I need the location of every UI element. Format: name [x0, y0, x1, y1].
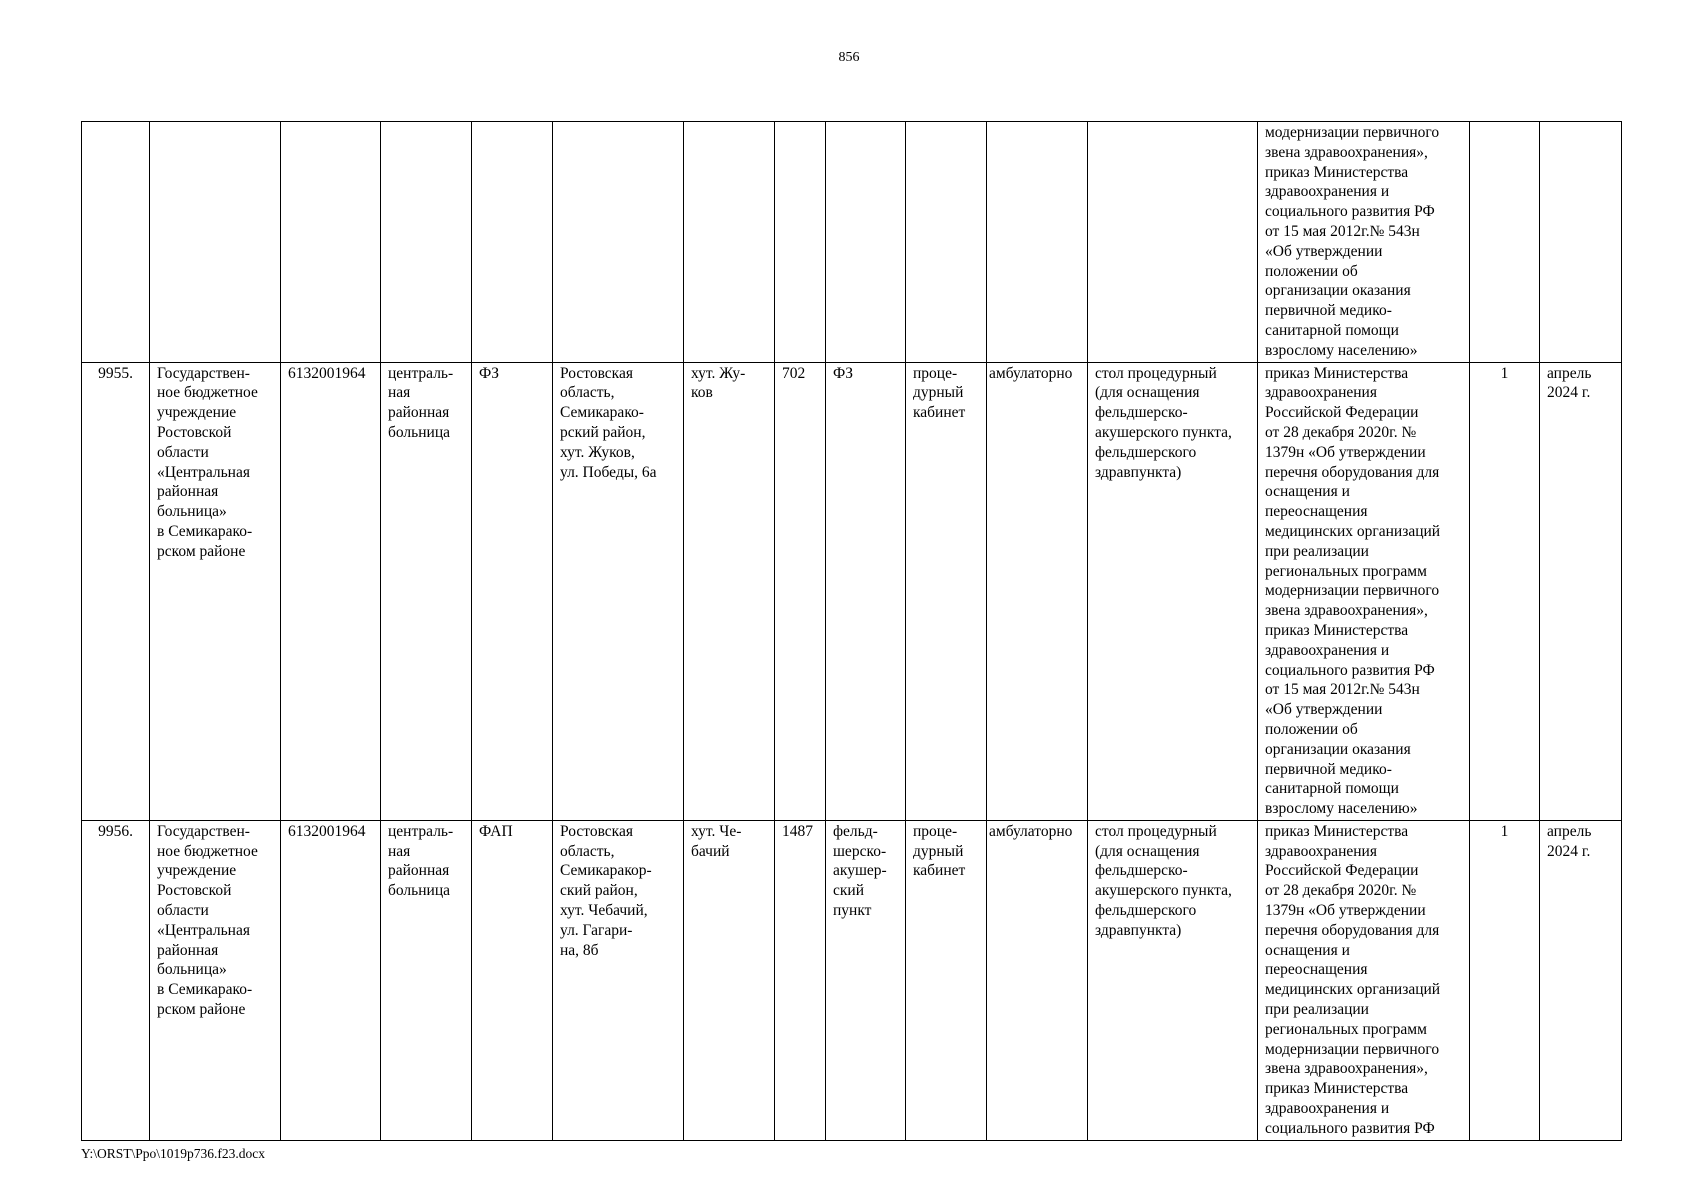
- row-number-cell: [82, 122, 150, 363]
- date-cell: апрель 2024 г.: [1540, 362, 1622, 820]
- address-cell: [553, 122, 684, 363]
- row-number-cell: 9956.: [82, 820, 150, 1140]
- organization-type-cell: централь- ная районная больница: [381, 820, 472, 1140]
- equipment-cell: [1088, 122, 1258, 363]
- quantity-cell: 1: [1470, 362, 1540, 820]
- organization-cell: Государствен- ное бюджетное учреждение Ростовской области «Центральная районная больница» в Семикарако- рском районе: [150, 362, 281, 820]
- law-cell: ФЗ: [472, 362, 553, 820]
- organization-type-cell: централь- ная районная больница: [381, 362, 472, 820]
- table-row: [82, 820, 1622, 1140]
- quantity-cell: 1: [1470, 820, 1540, 1140]
- unit-type-cell: ФЗ: [826, 362, 906, 820]
- condition-cell: амбулаторно: [987, 362, 1088, 820]
- inn-cell: 6132001964: [281, 362, 381, 820]
- organization-type-cell: [381, 122, 472, 363]
- settlement-cell: хут. Че- бачий: [684, 820, 775, 1140]
- unit-type-cell: [826, 122, 906, 363]
- room-cell: [906, 122, 987, 363]
- row-number-cell: 9955.: [82, 362, 150, 820]
- date-cell: [1540, 122, 1622, 363]
- organization-cell: Государствен- ное бюджетное учреждение Ростовской области «Центральная районная больница» в Семикарако- рском районе: [150, 820, 281, 1140]
- inn-cell: 6132001964: [281, 820, 381, 1140]
- address-cell: Ростовская область, Семикарако- рский район, хут. Жуков, ул. Победы, 6а: [553, 362, 684, 820]
- settlement-cell: [684, 122, 775, 363]
- date-cell: апрель 2024 г.: [1540, 820, 1622, 1140]
- room-cell: проце- дурный кабинет: [906, 820, 987, 1140]
- table-row: [82, 122, 1622, 363]
- population-cell: 1487: [775, 820, 826, 1140]
- document-file-path: Y:\ORST\Ppo\1019p736.f23.docx: [81, 1146, 266, 1161]
- inn-cell: [281, 122, 381, 363]
- condition-cell: [987, 122, 1088, 363]
- quantity-cell: [1470, 122, 1540, 363]
- equipment-cell: стол процедурный (для оснащения фельдшерско- акушерского пункта, фельдшерского здравпункта): [1088, 820, 1258, 1140]
- room-cell: проце- дурный кабинет: [906, 362, 987, 820]
- table-row: [82, 362, 1622, 820]
- population-cell: 702: [775, 362, 826, 820]
- basis-cell: приказ Министерства здравоохранения Российской Федерации от 28 декабря 2020г. № 1379н «Об утверждении перечня оборудования для оснащения и переоснащения медицинских организаций при реализации региональных программ модернизации первичного звена здравоохранения», приказ Министерства здравоохранения и социального развития РФ от 15 мая 2012г.№ 543н «Об утверждении положении об организации оказания первичной медико- санитарной помощи взрослому населению»: [1258, 362, 1470, 820]
- organization-cell: [150, 122, 281, 363]
- law-cell: [472, 122, 553, 363]
- condition-cell: амбулаторно: [987, 820, 1088, 1140]
- basis-cell: приказ Министерства здравоохранения Российской Федерации от 28 декабря 2020г. № 1379н «Об утверждении перечня оборудования для оснащения и переоснащения медицинских организаций при реализации региональных программ модернизации первичного звена здравоохранения», приказ Министерства здравоохранения и социального развития РФ: [1258, 820, 1470, 1140]
- page-number: 856: [838, 50, 860, 65]
- population-cell: [775, 122, 826, 363]
- equipment-table: [81, 121, 1622, 1141]
- basis-cell: модернизации первичного звена здравоохранения», приказ Министерства здравоохранения и социального развития РФ от 15 мая 2012г.№ 543н «Об утверждении положении об организации оказания первичной медико- санитарной помощи взрослому населению»: [1258, 122, 1470, 363]
- address-cell: Ростовская область, Семикаракор- ский район, хут. Чебачий, ул. Гагари- на, 8б: [553, 820, 684, 1140]
- equipment-cell: стол процедурный (для оснащения фельдшерско- акушерского пункта, фельдшерского здравпункта): [1088, 362, 1258, 820]
- settlement-cell: хут. Жу- ков: [684, 362, 775, 820]
- unit-type-cell: фельд- шерско- акушер- ский пункт: [826, 820, 906, 1140]
- law-cell: ФАП: [472, 820, 553, 1140]
